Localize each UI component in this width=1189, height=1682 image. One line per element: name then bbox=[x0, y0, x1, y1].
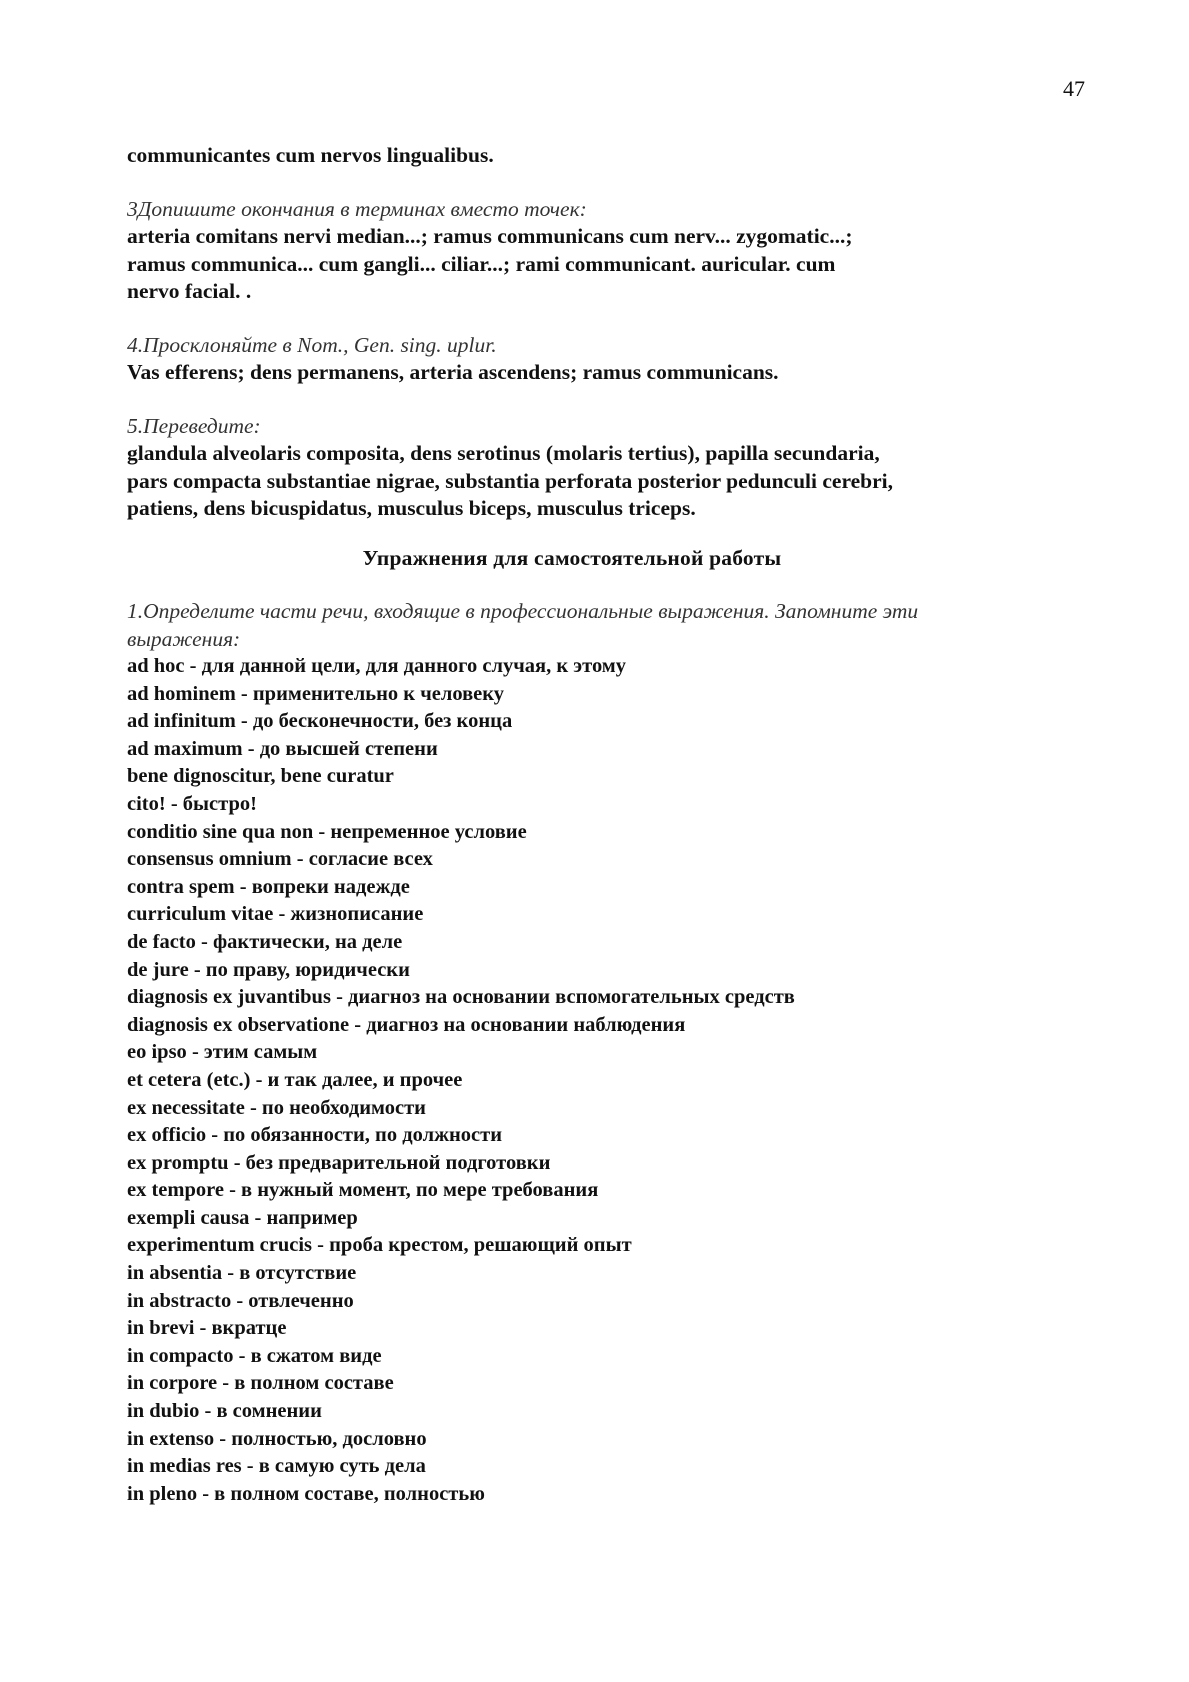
phrase-separator: - bbox=[186, 1041, 204, 1064]
phrase-translation: полностью, дословно bbox=[231, 1427, 427, 1450]
phrase-item bbox=[127, 957, 1017, 985]
task-4-instruction: 4.Просклоняйте в Nom., Gen. sing. uplur. bbox=[127, 332, 497, 357]
phrase-separator: - bbox=[244, 1096, 262, 1119]
phrase-translation: в полном составе bbox=[234, 1372, 394, 1395]
phrase-item bbox=[127, 1288, 1017, 1316]
phrase-latin: conditio sine qua non bbox=[127, 820, 314, 843]
phrase-separator: - bbox=[242, 737, 260, 760]
phrase-item bbox=[127, 1122, 1017, 1150]
phrase-item bbox=[127, 763, 1017, 791]
phrase-latin: in absentia bbox=[127, 1262, 223, 1285]
phrase-separator: - bbox=[250, 1068, 268, 1091]
phrase-item bbox=[127, 1177, 1017, 1205]
task-5 bbox=[127, 413, 1017, 523]
task-5-line-3: patiens, dens bicuspidatus, musculus biceps, musculus triceps. bbox=[127, 496, 696, 520]
spacer bbox=[127, 306, 1017, 332]
phrase-latin: eo ipso bbox=[127, 1041, 187, 1064]
phrase-separator: - bbox=[330, 986, 349, 1009]
phrase-latin: curriculum vitae bbox=[127, 903, 274, 926]
phrase-item bbox=[127, 1067, 1017, 1095]
phrase-item bbox=[127, 1481, 1017, 1509]
spacer bbox=[127, 170, 1017, 196]
phrase-translation: фактически, на деле bbox=[212, 930, 403, 953]
task-5-line-2: pars compacta substantiae nigrae, substantia perforata posterior pedunculi cerebri, bbox=[127, 468, 894, 493]
phrase-separator: - bbox=[223, 1179, 242, 1202]
phrase-latin: bene dignoscitur, bene curatur bbox=[127, 765, 394, 788]
phrase-translation: без предварительной подготовки bbox=[245, 1151, 551, 1174]
phrase-separator: - bbox=[291, 848, 309, 871]
phrase-latin: ad infinitum bbox=[127, 710, 236, 733]
phrase-latin: in dubio bbox=[127, 1400, 200, 1423]
phrase-separator: - bbox=[194, 1317, 212, 1340]
phrase-translation: быстро! bbox=[182, 792, 257, 815]
phrase-separator: - bbox=[312, 1234, 330, 1257]
phrase-item bbox=[127, 1370, 1017, 1398]
phrase-separator: - bbox=[199, 1400, 217, 1423]
phrase-translation: вопреки надежде bbox=[251, 875, 410, 898]
phrase-separator: - bbox=[313, 820, 331, 843]
phrase-translation: по необходимости bbox=[261, 1096, 426, 1119]
phrase-item bbox=[127, 1260, 1017, 1288]
exercise-1 bbox=[127, 598, 1017, 1508]
phrase-translation: диагноз на основании наблюдения bbox=[366, 1013, 686, 1036]
phrase-item bbox=[127, 1343, 1017, 1371]
section-heading: Упражнения для самостоятельной работы bbox=[362, 545, 782, 570]
page-number: 47 bbox=[1063, 76, 1085, 101]
phrase-item bbox=[127, 653, 1017, 681]
phrase-latin: exempli causa bbox=[127, 1206, 250, 1229]
phrase-latin: in compacto bbox=[127, 1344, 234, 1367]
phrase-latin: in pleno bbox=[127, 1482, 198, 1505]
phrase-translation: до бесконечности, без конца bbox=[252, 710, 513, 733]
phrase-item bbox=[127, 791, 1017, 819]
phrase-item bbox=[127, 1232, 1017, 1260]
exercise-1-instruction-line-1: 1.Определите части речи, входящие в профессиональные выражения. Запомните эти bbox=[127, 599, 919, 623]
phrase-separator: - bbox=[249, 1206, 267, 1229]
phrase-translation: диагноз на основании вспомогательных средств bbox=[348, 986, 795, 1009]
phrase-translation: в сжатом виде bbox=[250, 1344, 382, 1367]
phrase-separator: - bbox=[217, 1372, 235, 1395]
task-3-line-2: ramus communica... cum gangli... ciliar...; rami communicant. auricular. cum bbox=[127, 251, 836, 276]
phrase-latin: ex necessitate bbox=[127, 1096, 245, 1119]
phrase-separator: - bbox=[241, 1455, 259, 1478]
task-4-text: Vas efferens; dens permanens, arteria ascendens; ramus communicans. bbox=[127, 360, 779, 384]
phrase-list bbox=[127, 653, 1017, 1508]
phrase-item bbox=[127, 1150, 1017, 1178]
phrase-latin: cito! bbox=[127, 792, 166, 815]
phrase-translation: до высшей степени bbox=[259, 737, 438, 760]
task-3-line-1: arteria comitans nervi median...; ramus communicans cum nerv... zygomatic...; bbox=[127, 224, 853, 248]
task-3-instruction: 3Допишите окончания в терминах вместо точек: bbox=[127, 196, 587, 221]
phrase-separator: - bbox=[231, 1289, 249, 1312]
task-5-line-1: glandula alveolaris composita, dens serotinus (molaris tertius), papilla secundaria, bbox=[127, 441, 880, 465]
phrase-translation: для данной цели, для данного случая, к этому bbox=[201, 655, 627, 677]
phrase-translation: согласие всех bbox=[308, 848, 433, 871]
phrase-item bbox=[127, 874, 1017, 902]
phrase-item bbox=[127, 1012, 1017, 1040]
phrase-translation: применительно к человеку bbox=[252, 682, 505, 705]
phrase-separator: - bbox=[188, 958, 206, 981]
phrase-separator: - bbox=[234, 875, 252, 898]
phrase-separator: - bbox=[165, 792, 183, 815]
phrase-latin: ad hoc bbox=[127, 655, 185, 677]
phrase-latin: ad hominem bbox=[127, 682, 236, 705]
phrase-translation: этим самым bbox=[203, 1041, 318, 1064]
phrase-item bbox=[127, 1095, 1017, 1123]
phrase-item bbox=[127, 1426, 1017, 1454]
phrase-latin: diagnosis ex juvantibus bbox=[127, 986, 331, 1009]
phrase-item bbox=[127, 984, 1017, 1012]
phrase-separator: - bbox=[235, 682, 253, 705]
phrase-translation: в нужный момент, по мере требования bbox=[241, 1179, 599, 1202]
phrase-latin: et cetera (etc.) bbox=[127, 1068, 251, 1091]
phrase-latin: diagnosis ex observatione bbox=[127, 1013, 350, 1036]
phrase-item bbox=[127, 901, 1017, 929]
phrase-latin: consensus omnium bbox=[127, 848, 292, 871]
phrase-separator: - bbox=[214, 1427, 232, 1450]
phrase-latin: ex promptu bbox=[127, 1151, 229, 1174]
phrase-translation: непременное условие bbox=[330, 820, 527, 843]
phrase-item bbox=[127, 736, 1017, 764]
phrase-separator: - bbox=[273, 903, 291, 926]
phrase-latin: contra spem bbox=[127, 875, 235, 898]
phrase-translation: в самую суть дела bbox=[258, 1455, 426, 1478]
phrase-separator: - bbox=[228, 1151, 246, 1174]
phrase-translation: в сомнении bbox=[216, 1400, 322, 1423]
phrase-translation: по праву, юридически bbox=[205, 958, 410, 981]
phrase-latin: in abstracto bbox=[127, 1289, 232, 1312]
phrase-separator: - bbox=[206, 1124, 224, 1147]
phrase-latin: in corpore bbox=[127, 1372, 218, 1395]
phrase-latin: ad maximum bbox=[127, 737, 243, 760]
phrase-translation: в отсутствие bbox=[239, 1262, 357, 1285]
task-5-instruction: 5.Переведите: bbox=[127, 413, 261, 438]
phrase-item bbox=[127, 819, 1017, 847]
exercise-1-instruction-line-2: выражения: bbox=[127, 626, 241, 651]
task-3 bbox=[127, 196, 1017, 306]
phrase-latin: in medias res bbox=[127, 1455, 242, 1478]
phrase-separator: - bbox=[235, 710, 253, 733]
continued-paragraph: communicantes cum nervos lingualibus. bbox=[127, 143, 494, 167]
phrase-latin: de facto bbox=[127, 930, 196, 953]
phrase-translation: в полном составе, полностью bbox=[214, 1482, 485, 1505]
phrase-translation: отвлеченно bbox=[248, 1289, 354, 1312]
phrase-latin: ex tempore bbox=[127, 1179, 224, 1202]
phrase-latin: ex officio bbox=[127, 1124, 207, 1147]
phrase-item bbox=[127, 929, 1017, 957]
phrase-translation: проба крестом, решающий опыт bbox=[329, 1234, 632, 1257]
phrase-item bbox=[127, 681, 1017, 709]
phrase-latin: de jure bbox=[127, 958, 189, 981]
phrase-translation: вкратце bbox=[211, 1317, 287, 1340]
page-content bbox=[127, 142, 1017, 1508]
phrase-item bbox=[127, 1315, 1017, 1343]
phrase-translation: по обязанности, по должности bbox=[223, 1124, 503, 1147]
task-4 bbox=[127, 332, 1017, 387]
phrase-item bbox=[127, 1039, 1017, 1067]
phrase-item bbox=[127, 1453, 1017, 1481]
phrase-item bbox=[127, 708, 1017, 736]
task-3-line-3: nervo facial. . bbox=[127, 279, 252, 303]
phrase-separator: - bbox=[222, 1262, 240, 1285]
phrase-latin: in extenso bbox=[127, 1427, 215, 1450]
phrase-item bbox=[127, 846, 1017, 874]
phrase-item bbox=[127, 1205, 1017, 1233]
spacer bbox=[127, 387, 1017, 413]
phrase-separator: - bbox=[195, 930, 213, 953]
phrase-separator: - bbox=[349, 1013, 367, 1036]
phrase-separator: - bbox=[233, 1344, 251, 1367]
phrase-translation: например bbox=[266, 1206, 358, 1229]
phrase-item bbox=[127, 1398, 1017, 1426]
phrase-translation: жизнописание bbox=[290, 903, 424, 926]
phrase-separator: - bbox=[197, 1482, 215, 1505]
phrase-latin: in brevi bbox=[127, 1317, 195, 1340]
phrase-latin: experimentum crucis bbox=[127, 1234, 313, 1257]
phrase-translation: и так далее, и прочее bbox=[267, 1068, 463, 1091]
phrase-separator: - bbox=[184, 655, 202, 677]
